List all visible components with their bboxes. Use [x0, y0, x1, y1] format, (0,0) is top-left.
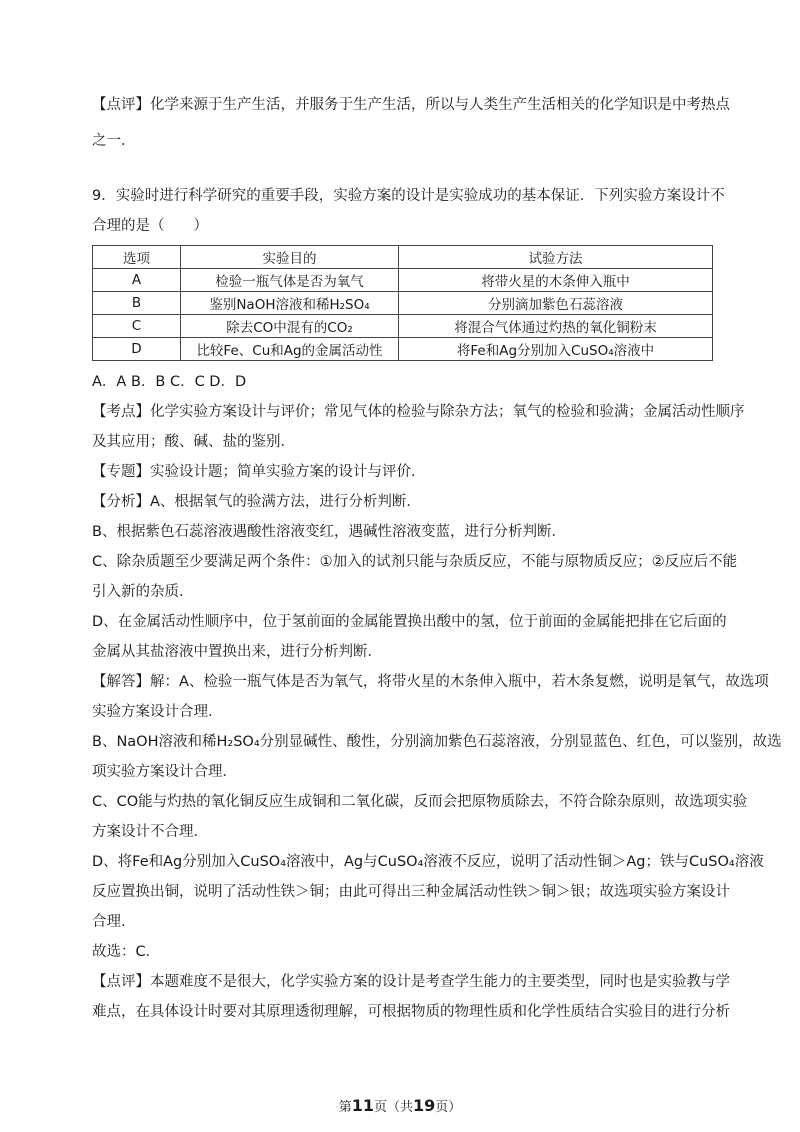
jieda-line-7: D、将Fe和Ag分别加入CuSO₄溶液中，Ag与CuSO₄溶液不反应，说明了活动性铜＞Ag；铁与CuSO₄溶液 [92, 854, 764, 870]
fenxi-line-6: 金属从其盐溶液中置换出来，进行分析判断． [92, 644, 382, 660]
dianping-line-1: 【点评】本题难度不是很大，化学实验方案的设计是考查学生能力的主要类型，同时也是实验教与学 [92, 974, 730, 990]
table-cell: D [93, 338, 181, 361]
table-cell: 除去CO中混有的CO₂ [181, 315, 399, 338]
table-cell: C [93, 315, 181, 338]
fenxi-line-1: 【分析】A、根据氧气的验满方法，进行分析判断． [92, 494, 421, 510]
table-row [93, 269, 713, 292]
top-comment-line-1: 【点评】化学来源于生产生活，并服务于生产生活，所以与人类生产生活相关的化学知识是中考热点 [92, 97, 730, 113]
top-comment-line-2: 之一． [92, 133, 136, 149]
options-table [92, 245, 713, 361]
fenxi-line-2: B、根据紫色石蕊溶液遇酸性溶液变红，遇碱性溶液变蓝，进行分析判断． [92, 524, 566, 540]
jieda-line-6: 方案设计不合理． [92, 824, 208, 840]
table-cell: 分别滴加紫色石蕊溶液 [399, 292, 713, 315]
table-row [93, 292, 713, 315]
footer-suffix: 页） [435, 1100, 462, 1115]
table-cell: 检验一瓶气体是否为氧气 [181, 269, 399, 292]
table-header-cell: 选项 [93, 246, 181, 269]
page-footer [0, 1096, 800, 1115]
fenxi-line-5: D、在金属活动性顺序中，位于氢前面的金属能置换出酸中的氢，位于前面的金属能把排在它后面的 [92, 614, 727, 630]
question-line-2: 合理的是（ ） [92, 218, 208, 234]
zhuanti-line: 【专题】实验设计题；简单实验方案的设计与评价． [92, 464, 426, 480]
footer-prefix: 第 [338, 1100, 352, 1115]
fenxi-line-3: C、除杂质题至少要满足两个条件：①加入的试剂只能与杂质反应，不能与原物质反应；②反应后不能 [92, 554, 738, 570]
table-cell: 将Fe和Ag分别加入CuSO₄溶液中 [399, 338, 713, 361]
jieda-line-8: 反应置换出铜，说明了活动性铁＞铜；由此可得出三种金属活动性铁＞铜＞银；故选项实验方案设计 [92, 884, 730, 900]
table-cell: 鉴别NaOH溶液和稀H₂SO₄ [181, 292, 399, 315]
jieda-line-3: B、NaOH溶液和稀H₂SO₄分别显碱性、酸性，分别滴加紫色石蕊溶液，分别显蓝色、红色，可以鉴别，故选 [92, 734, 782, 750]
table-row [93, 338, 713, 361]
footer-page-number: 11 [351, 1096, 374, 1115]
question-line-1: 9．实验时进行科学研究的重要手段，实验方案的设计是实验成功的基本保证．下列实验方案设计不 [92, 188, 725, 204]
jieda-line-9: 合理． [92, 914, 136, 930]
table-header-row [93, 246, 713, 269]
table-cell: B [93, 292, 181, 315]
table-cell: 将混合气体通过灼热的氧化铜粉末 [399, 315, 713, 338]
table-header-cell: 实验目的 [181, 246, 399, 269]
table-cell: 将带火星的木条伸入瓶中 [399, 269, 713, 292]
table-cell: A [93, 269, 181, 292]
footer-middle: 页（共 [373, 1100, 413, 1115]
jieda-line-4: 项实验方案设计合理． [92, 764, 237, 780]
dianping-line-2: 难点，在具体设计时要对其原理透彻理解，可根据物质的物理性质和化学性质结合实验目的进行分析 [92, 1004, 730, 1020]
kaodian-line-2: 及其应用；酸、碱、盐的鉴别． [92, 434, 295, 450]
table-header-cell: 试验方法 [399, 246, 713, 269]
table-cell: 比较Fe、Cu和Ag的金属活动性 [181, 338, 399, 361]
jieda-line-5: C、CO能与灼热的氧化铜反应生成铜和二氧化碳，反而会把原物质除去，不符合除杂原则，故选项实验 [92, 794, 748, 810]
answer-choices: A．A B．B C．C D．D [92, 374, 247, 390]
kaodian-line-1: 【考点】化学实验方案设计与评价；常见气体的检验与除杂方法；氧气的检验和验满；金属活动性顺序 [92, 404, 745, 420]
fenxi-line-4: 引入新的杂质． [92, 584, 194, 600]
jieda-line-2: 实验方案设计合理． [92, 704, 223, 720]
jieda-line-1: 【解答】解：A、检验一瓶气体是否为氧气，将带火星的木条伸入瓶中，若木条复燃，说明是氧气，故选项 [92, 674, 769, 690]
table-row [93, 315, 713, 338]
footer-total-pages: 19 [413, 1096, 436, 1115]
gu-xuan-line: 故选：C． [92, 944, 161, 960]
